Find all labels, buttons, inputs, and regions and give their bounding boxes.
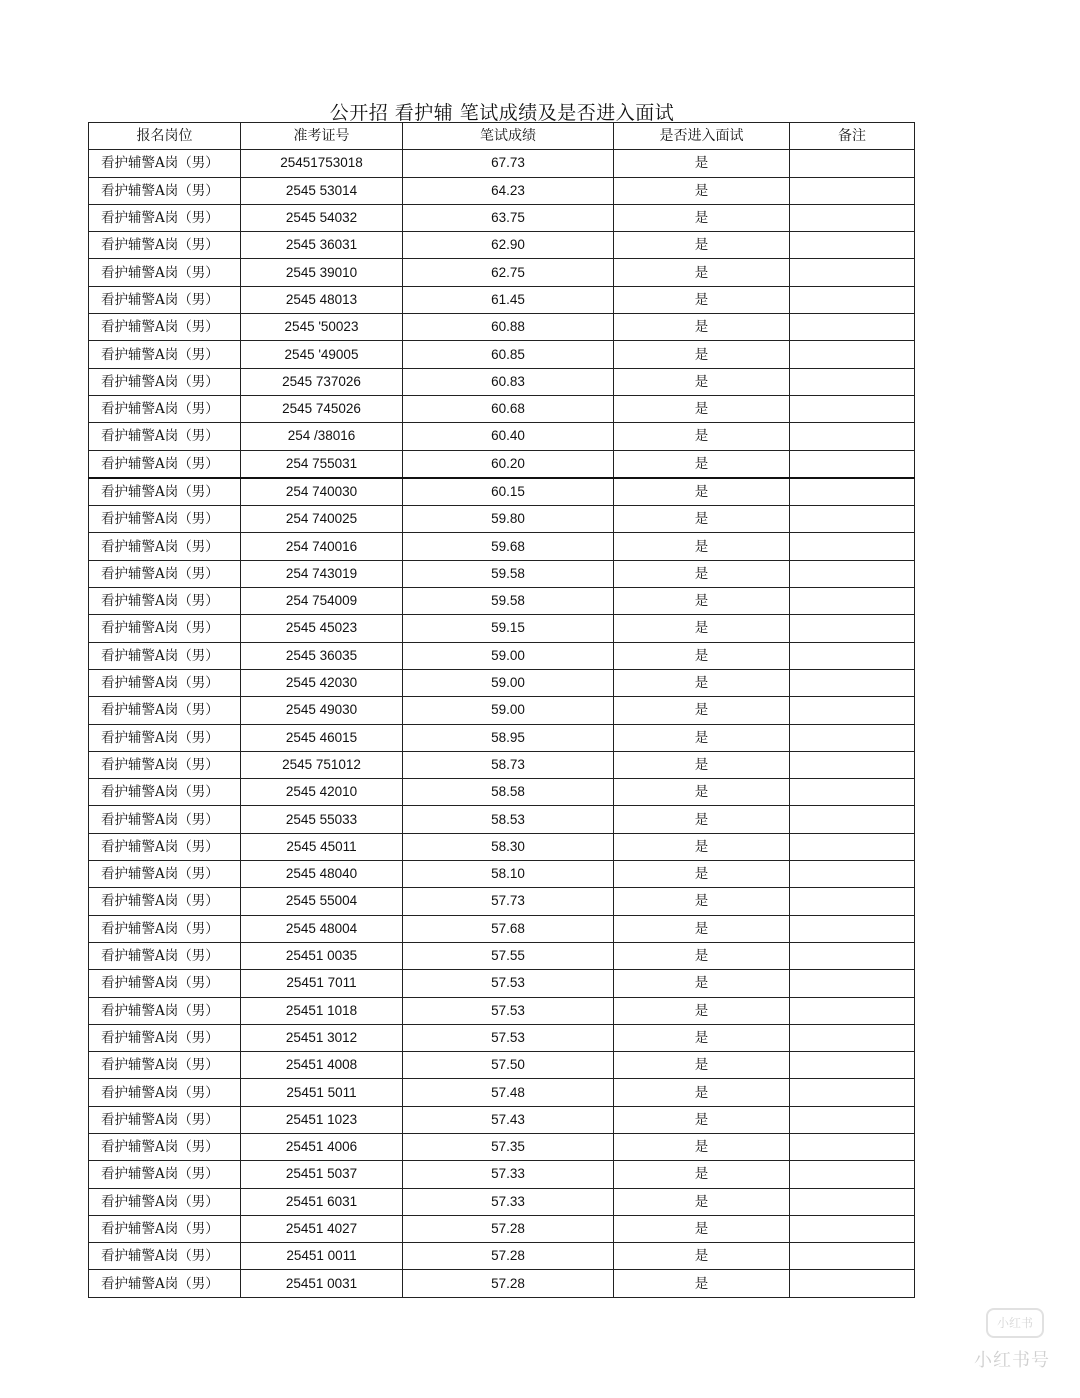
cell-post: 看护辅警A岗（男） <box>89 150 241 177</box>
cell-post: 看护辅警A岗（男） <box>89 423 241 450</box>
cell-post: 看护辅警A岗（男） <box>89 286 241 313</box>
cell-note <box>790 150 915 177</box>
cell-exam-id: 2545 36031 <box>241 232 403 259</box>
cell-score: 58.10 <box>403 861 614 888</box>
cell-exam-id: 25451 1018 <box>241 997 403 1024</box>
table-row <box>89 423 915 450</box>
table-row <box>89 751 915 778</box>
cell-score: 61.45 <box>403 286 614 313</box>
cell-interview: 是 <box>614 1052 790 1079</box>
cell-interview: 是 <box>614 697 790 724</box>
cell-score: 60.20 <box>403 450 614 478</box>
cell-note <box>790 1270 915 1297</box>
cell-post: 看护辅警A岗（男） <box>89 751 241 778</box>
cell-post: 看护辅警A岗（男） <box>89 560 241 587</box>
cell-post: 看护辅警A岗（男） <box>89 1243 241 1270</box>
cell-score: 60.85 <box>403 341 614 368</box>
table-row <box>89 833 915 860</box>
cell-note <box>790 642 915 669</box>
cell-post: 看护辅警A岗（男） <box>89 615 241 642</box>
cell-exam-id: 25451753018 <box>241 150 403 177</box>
cell-score: 57.43 <box>403 1106 614 1133</box>
document-title: 公开招 看护辅 笔试成绩及是否进入面试 <box>329 102 675 124</box>
table-row <box>89 533 915 560</box>
score-table <box>88 122 915 1298</box>
cell-interview: 是 <box>614 1161 790 1188</box>
cell-interview: 是 <box>614 588 790 615</box>
cell-score: 57.53 <box>403 1024 614 1051</box>
cell-note <box>790 779 915 806</box>
cell-score: 62.90 <box>403 232 614 259</box>
cell-interview: 是 <box>614 1106 790 1133</box>
cell-score: 60.15 <box>403 478 614 506</box>
cell-score: 57.28 <box>403 1215 614 1242</box>
cell-score: 57.68 <box>403 915 614 942</box>
cell-note <box>790 259 915 286</box>
cell-interview: 是 <box>614 1215 790 1242</box>
table-row <box>89 861 915 888</box>
cell-exam-id: 254 743019 <box>241 560 403 587</box>
cell-interview: 是 <box>614 533 790 560</box>
cell-note <box>790 970 915 997</box>
cell-post: 看护辅警A岗（男） <box>89 997 241 1024</box>
cell-interview: 是 <box>614 806 790 833</box>
table-row <box>89 1106 915 1133</box>
cell-interview: 是 <box>614 232 790 259</box>
cell-score: 59.68 <box>403 533 614 560</box>
cell-exam-id: 2545 751012 <box>241 751 403 778</box>
table-row <box>89 1215 915 1242</box>
cell-post: 看护辅警A岗（男） <box>89 779 241 806</box>
cell-exam-id: 2545 45011 <box>241 833 403 860</box>
table-row <box>89 368 915 395</box>
cell-exam-id: 25451 1023 <box>241 1106 403 1133</box>
cell-score: 57.28 <box>403 1270 614 1297</box>
cell-interview: 是 <box>614 1133 790 1160</box>
cell-post: 看护辅警A岗（男） <box>89 915 241 942</box>
cell-post: 看护辅警A岗（男） <box>89 588 241 615</box>
cell-note <box>790 506 915 533</box>
table-row <box>89 1188 915 1215</box>
cell-exam-id: 25451 3012 <box>241 1024 403 1051</box>
cell-note <box>790 368 915 395</box>
table-row <box>89 232 915 259</box>
cell-note <box>790 341 915 368</box>
cell-score: 59.58 <box>403 560 614 587</box>
cell-post: 看护辅警A岗（男） <box>89 368 241 395</box>
cell-post: 看护辅警A岗（男） <box>89 1270 241 1297</box>
cell-score: 63.75 <box>403 204 614 231</box>
cell-note <box>790 450 915 478</box>
cell-score: 58.58 <box>403 779 614 806</box>
table-row <box>89 942 915 969</box>
cell-interview: 是 <box>614 368 790 395</box>
cell-score: 60.40 <box>403 423 614 450</box>
table-row <box>89 1243 915 1270</box>
cell-interview: 是 <box>614 615 790 642</box>
table-row <box>89 150 915 177</box>
cell-note <box>790 724 915 751</box>
cell-interview: 是 <box>614 506 790 533</box>
cell-post: 看护辅警A岗（男） <box>89 697 241 724</box>
cell-note <box>790 560 915 587</box>
cell-interview: 是 <box>614 314 790 341</box>
cell-interview: 是 <box>614 150 790 177</box>
cell-exam-id: 2545 54032 <box>241 204 403 231</box>
table-row <box>89 697 915 724</box>
cell-note <box>790 1243 915 1270</box>
cell-score: 57.53 <box>403 970 614 997</box>
cell-score: 57.73 <box>403 888 614 915</box>
cell-score: 64.23 <box>403 177 614 204</box>
cell-post: 看护辅警A岗（男） <box>89 1188 241 1215</box>
table-row <box>89 1024 915 1051</box>
cell-score: 57.48 <box>403 1079 614 1106</box>
cell-post: 看护辅警A岗（男） <box>89 724 241 751</box>
cell-post: 看护辅警A岗（男） <box>89 341 241 368</box>
cell-post: 看护辅警A岗（男） <box>89 450 241 478</box>
cell-post: 看护辅警A岗（男） <box>89 642 241 669</box>
cell-post: 看护辅警A岗（男） <box>89 506 241 533</box>
table-row <box>89 1270 915 1297</box>
cell-score: 58.73 <box>403 751 614 778</box>
cell-score: 58.30 <box>403 833 614 860</box>
cell-interview: 是 <box>614 724 790 751</box>
cell-interview: 是 <box>614 997 790 1024</box>
header-exam-id: 准考证号 <box>241 123 403 150</box>
cell-note <box>790 533 915 560</box>
cell-score: 60.88 <box>403 314 614 341</box>
cell-interview: 是 <box>614 833 790 860</box>
table-row <box>89 1079 915 1106</box>
cell-exam-id: 2545 '49005 <box>241 341 403 368</box>
watermark-text: 小红书号 <box>974 1350 1050 1371</box>
table-row <box>89 1133 915 1160</box>
cell-note <box>790 177 915 204</box>
table-row <box>89 915 915 942</box>
table-row <box>89 615 915 642</box>
cell-exam-id: 25451 0031 <box>241 1270 403 1297</box>
cell-post: 看护辅警A岗（男） <box>89 1215 241 1242</box>
table-row <box>89 724 915 751</box>
cell-note <box>790 861 915 888</box>
cell-interview: 是 <box>614 1188 790 1215</box>
cell-score: 59.58 <box>403 588 614 615</box>
cell-post: 看护辅警A岗（男） <box>89 1024 241 1051</box>
table-row <box>89 588 915 615</box>
cell-interview: 是 <box>614 450 790 478</box>
cell-score: 59.00 <box>403 669 614 696</box>
cell-interview: 是 <box>614 669 790 696</box>
cell-interview: 是 <box>614 478 790 506</box>
table-row <box>89 1052 915 1079</box>
cell-note <box>790 1106 915 1133</box>
cell-post: 看护辅警A岗（男） <box>89 1079 241 1106</box>
cell-post: 看护辅警A岗（男） <box>89 177 241 204</box>
cell-note <box>790 1133 915 1160</box>
cell-post: 看护辅警A岗（男） <box>89 1133 241 1160</box>
table-row <box>89 286 915 313</box>
cell-interview: 是 <box>614 861 790 888</box>
cell-exam-id: 2545 39010 <box>241 259 403 286</box>
cell-note <box>790 806 915 833</box>
cell-exam-id: 25451 4027 <box>241 1215 403 1242</box>
cell-interview: 是 <box>614 259 790 286</box>
cell-post: 看护辅警A岗（男） <box>89 1106 241 1133</box>
cell-interview: 是 <box>614 560 790 587</box>
cell-exam-id: 2545 745026 <box>241 395 403 422</box>
cell-note <box>790 888 915 915</box>
cell-exam-id: 254 754009 <box>241 588 403 615</box>
cell-exam-id: 2545 53014 <box>241 177 403 204</box>
header-interview: 是否进入面试 <box>614 123 790 150</box>
cell-score: 59.00 <box>403 642 614 669</box>
cell-interview: 是 <box>614 423 790 450</box>
header-score: 笔试成绩 <box>403 123 614 150</box>
cell-interview: 是 <box>614 1243 790 1270</box>
cell-exam-id: 25451 0011 <box>241 1243 403 1270</box>
table-row <box>89 506 915 533</box>
cell-exam-id: 2545 36035 <box>241 642 403 669</box>
cell-exam-id: 25451 6031 <box>241 1188 403 1215</box>
cell-note <box>790 314 915 341</box>
cell-interview: 是 <box>614 915 790 942</box>
header-note: 备注 <box>790 123 915 150</box>
table-body <box>89 150 915 1297</box>
cell-score: 62.75 <box>403 259 614 286</box>
header-post: 报名岗位 <box>89 123 241 150</box>
table-row <box>89 779 915 806</box>
cell-note <box>790 1024 915 1051</box>
cell-note <box>790 915 915 942</box>
table-row <box>89 560 915 587</box>
cell-note <box>790 997 915 1024</box>
cell-note <box>790 697 915 724</box>
cell-post: 看护辅警A岗（男） <box>89 314 241 341</box>
cell-interview: 是 <box>614 341 790 368</box>
cell-note <box>790 204 915 231</box>
cell-note <box>790 286 915 313</box>
cell-post: 看护辅警A岗（男） <box>89 942 241 969</box>
cell-score: 57.55 <box>403 942 614 969</box>
cell-exam-id: 25451 7011 <box>241 970 403 997</box>
cell-note <box>790 942 915 969</box>
cell-score: 57.33 <box>403 1161 614 1188</box>
cell-exam-id: 25451 4006 <box>241 1133 403 1160</box>
cell-interview: 是 <box>614 970 790 997</box>
cell-interview: 是 <box>614 177 790 204</box>
cell-post: 看护辅警A岗（男） <box>89 1052 241 1079</box>
cell-post: 看护辅警A岗（男） <box>89 478 241 506</box>
table-row <box>89 888 915 915</box>
cell-interview: 是 <box>614 751 790 778</box>
cell-score: 58.53 <box>403 806 614 833</box>
table-row <box>89 395 915 422</box>
cell-exam-id: 254 740016 <box>241 533 403 560</box>
cell-note <box>790 833 915 860</box>
cell-interview: 是 <box>614 1079 790 1106</box>
cell-interview: 是 <box>614 779 790 806</box>
watermark-logo: 小红书 <box>986 1308 1044 1338</box>
cell-post: 看护辅警A岗（男） <box>89 970 241 997</box>
cell-score: 60.83 <box>403 368 614 395</box>
cell-score: 59.80 <box>403 506 614 533</box>
cell-interview: 是 <box>614 642 790 669</box>
cell-score: 67.73 <box>403 150 614 177</box>
cell-note <box>790 232 915 259</box>
cell-interview: 是 <box>614 942 790 969</box>
cell-note <box>790 1079 915 1106</box>
cell-interview: 是 <box>614 204 790 231</box>
cell-score: 59.15 <box>403 615 614 642</box>
cell-post: 看护辅警A岗（男） <box>89 1161 241 1188</box>
cell-post: 看护辅警A岗（男） <box>89 888 241 915</box>
cell-note <box>790 423 915 450</box>
cell-note <box>790 395 915 422</box>
cell-exam-id: 2545 48040 <box>241 861 403 888</box>
cell-interview: 是 <box>614 1270 790 1297</box>
cell-note <box>790 1215 915 1242</box>
cell-exam-id: 2545 55033 <box>241 806 403 833</box>
table-row <box>89 341 915 368</box>
cell-exam-id: 2545 55004 <box>241 888 403 915</box>
table-row <box>89 177 915 204</box>
cell-note <box>790 615 915 642</box>
cell-note <box>790 1188 915 1215</box>
cell-score: 58.95 <box>403 724 614 751</box>
cell-exam-id: 2545 48013 <box>241 286 403 313</box>
cell-post: 看护辅警A岗（男） <box>89 232 241 259</box>
cell-exam-id: 2545 46015 <box>241 724 403 751</box>
cell-note <box>790 1161 915 1188</box>
cell-score: 57.35 <box>403 1133 614 1160</box>
table-row <box>89 259 915 286</box>
cell-post: 看护辅警A岗（男） <box>89 861 241 888</box>
cell-post: 看护辅警A岗（男） <box>89 395 241 422</box>
cell-score: 57.53 <box>403 997 614 1024</box>
cell-exam-id: 2545 48004 <box>241 915 403 942</box>
cell-post: 看护辅警A岗（男） <box>89 259 241 286</box>
cell-exam-id: 25451 0035 <box>241 942 403 969</box>
table-row <box>89 669 915 696</box>
cell-score: 57.33 <box>403 1188 614 1215</box>
cell-post: 看护辅警A岗（男） <box>89 669 241 696</box>
cell-interview: 是 <box>614 888 790 915</box>
cell-score: 59.00 <box>403 697 614 724</box>
cell-note <box>790 751 915 778</box>
cell-note <box>790 1052 915 1079</box>
cell-exam-id: 25451 4008 <box>241 1052 403 1079</box>
cell-score: 57.28 <box>403 1243 614 1270</box>
cell-exam-id: 2545 49030 <box>241 697 403 724</box>
cell-exam-id: 2545 42030 <box>241 669 403 696</box>
table-row <box>89 997 915 1024</box>
table-row <box>89 642 915 669</box>
cell-interview: 是 <box>614 395 790 422</box>
cell-exam-id: 2545 42010 <box>241 779 403 806</box>
cell-post: 看护辅警A岗（男） <box>89 833 241 860</box>
cell-note <box>790 478 915 506</box>
cell-exam-id: 25451 5037 <box>241 1161 403 1188</box>
cell-interview: 是 <box>614 286 790 313</box>
cell-exam-id: 25451 5011 <box>241 1079 403 1106</box>
table-row <box>89 1161 915 1188</box>
cell-post: 看护辅警A岗（男） <box>89 533 241 560</box>
cell-exam-id: 254 740025 <box>241 506 403 533</box>
cell-exam-id: 254 /38016 <box>241 423 403 450</box>
cell-score: 57.50 <box>403 1052 614 1079</box>
table-row <box>89 806 915 833</box>
table-row <box>89 314 915 341</box>
cell-interview: 是 <box>614 1024 790 1051</box>
cell-note <box>790 669 915 696</box>
table-row <box>89 204 915 231</box>
table-row <box>89 478 915 506</box>
table-row <box>89 970 915 997</box>
cell-exam-id: 254 740030 <box>241 478 403 506</box>
table-header-row <box>89 123 915 150</box>
table-row <box>89 450 915 478</box>
cell-post: 看护辅警A岗（男） <box>89 204 241 231</box>
cell-exam-id: 2545 '50023 <box>241 314 403 341</box>
cell-exam-id: 2545 737026 <box>241 368 403 395</box>
cell-exam-id: 2545 45023 <box>241 615 403 642</box>
cell-post: 看护辅警A岗（男） <box>89 806 241 833</box>
cell-note <box>790 588 915 615</box>
cell-score: 60.68 <box>403 395 614 422</box>
cell-exam-id: 254 755031 <box>241 450 403 478</box>
